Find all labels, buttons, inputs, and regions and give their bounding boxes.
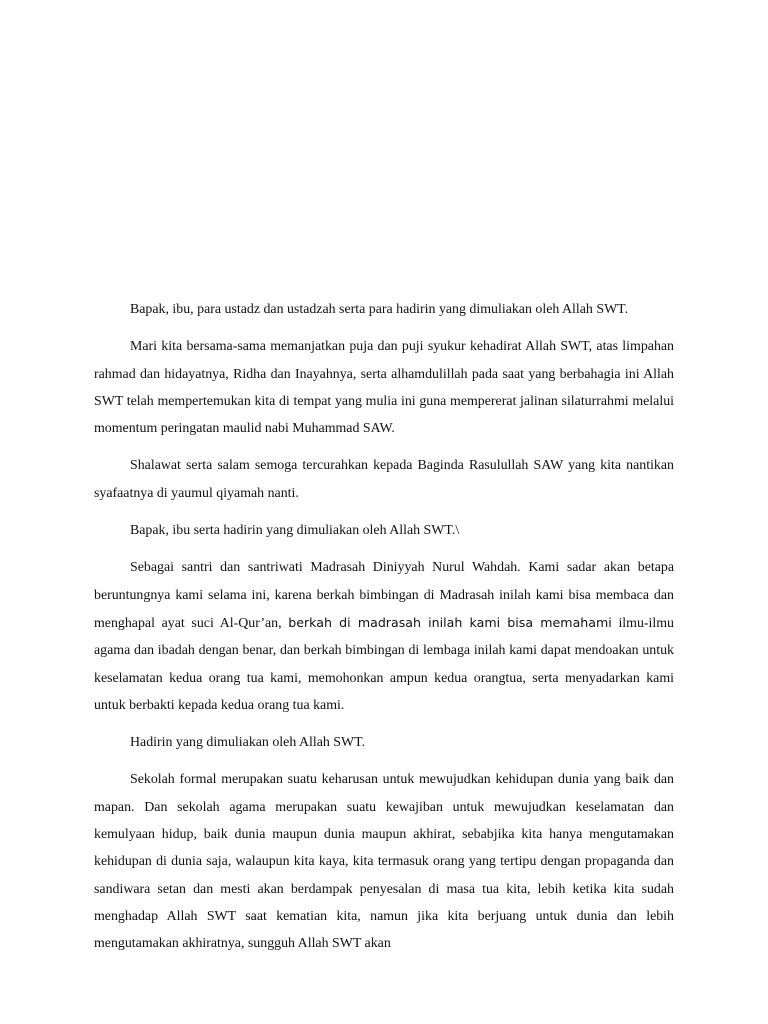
paragraph-santri-part-3: ilmu-ilmu agama dan ibadah dengan benar, dan berkah bimbingan di lembaga inilah kami dapat mendoakan untuk keselamatan kedua orang tua kami, memohonkan ampun kedua orangtua, serta menyadarkan kami untuk berbakti kepada kedua orang tua kami.	[94, 615, 675, 713]
paragraph-shalawat: Shalawat serta salam semoga tercurahkan kepada Baginda Rasulullah SAW yang kita nantikan syafaatnya di yaumul qiyamah nanti.	[94, 458, 674, 501]
paragraph-santri-part-2: berkah di madrasah inilah kami bisa memahami	[288, 614, 612, 630]
paragraph-santri	[94, 554, 674, 719]
paragraph-hadirin: Hadirin yang dimuliakan oleh Allah SWT.	[130, 735, 366, 751]
document-body	[94, 296, 674, 958]
paragraph-address-audience: Bapak, ibu serta hadirin yang dimuliakan oleh Allah SWT.\	[130, 523, 460, 539]
paragraph-santri-part-1: Sebagai santri dan santriwati Madrasah Diniyyah Nurul Wahdah. Kami sadar akan betapa beruntungnya kami selama ini, karena berkah bimbingan di Madrasah inilah kami bisa membaca dan menghapal ayat suci Al-Qur’an,	[94, 560, 674, 631]
paragraph-sekolah: Sekolah formal merupakan suatu keharusan untuk mewujudkan kehidupan dunia yang baik dan mapan. Dan sekolah agama merupakan suatu kewajiban untuk mewujudkan keselamatan dan kemulyaan hidup, baik dunia maupun dunia maupun akhirat, sebabjika kita hanya mengutamakan kehidupan di dunia saja, walaupun kita kaya, kita termasuk orang yang tertipu dengan propaganda dan sandiwara setan dan mesti akan berdampak penyesalan di masa tua kita, lebih ketika kita sudah menghadap Allah SWT saat kematian kita, namun jika kita berjuang untuk dunia dan lebih mengutamakan akhiratnya, sungguh Allah SWT akan	[94, 772, 674, 952]
paragraph-greeting: Bapak, ibu, para ustadz dan ustadzah serta para hadirin yang dimuliakan oleh Allah SWT.	[130, 302, 629, 317]
paragraph-praise: Mari kita bersama-sama memanjatkan puja dan puji syukur kehadirat Allah SWT, atas limpahan rahmad dan hidayatnya, Ridha dan Inayahnya, serta alhamdulillah pada saat yang berbahagia ini Allah SWT telah mempertemukan kita di tempat yang mulia ini guna mempererat jalinan silaturrahmi melalui momentum peringatan maulid nabi Muhammad SAW.	[94, 339, 674, 437]
